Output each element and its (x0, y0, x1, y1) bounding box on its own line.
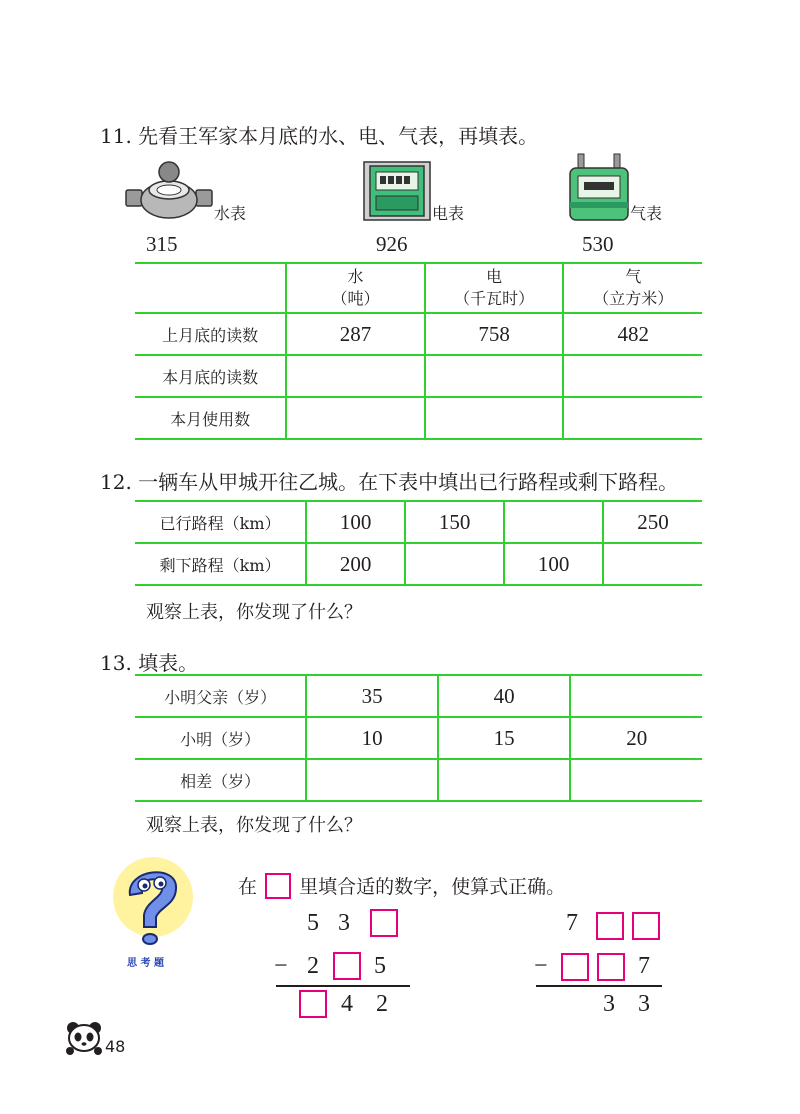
p2-minus-sign: − (534, 953, 548, 979)
table-cell (135, 263, 286, 313)
row-label: 已行路程（km） (135, 501, 306, 543)
answer-cell[interactable] (306, 759, 438, 801)
electric-meter-label: 电表 (432, 204, 465, 223)
row-label: 本月底的读数 (135, 355, 286, 397)
table-cell: 35 (306, 675, 438, 717)
think-instruction (238, 872, 565, 899)
table-header (286, 263, 425, 313)
table-cell: 482 (563, 313, 702, 355)
water-meter-icon (124, 160, 214, 228)
answer-cell[interactable] (603, 543, 702, 585)
water-meter-label: 水表 (214, 204, 247, 223)
p1-top-digit: 3 (338, 910, 350, 936)
table-cell: 40 (438, 675, 571, 717)
gas-meter-icon (566, 152, 632, 224)
question-mark-mascot-icon (108, 855, 198, 953)
page-number: 48 (105, 1037, 126, 1056)
water-meter-reading: 315 (146, 232, 178, 256)
table-cell: 15 (438, 717, 571, 759)
q12-title: 12. 一辆车从甲城开往乙城。在下表中填出已行路程或剩下路程。 (100, 470, 679, 494)
header-name: 电 (486, 267, 503, 286)
answer-box[interactable] (596, 912, 624, 940)
answer-box[interactable] (333, 952, 361, 980)
p1-result-digit: 2 (376, 991, 388, 1017)
q13-observe-prompt: 观察上表，你发现了什么？ (146, 815, 362, 836)
table-row (135, 501, 702, 543)
answer-cell[interactable] (286, 355, 425, 397)
answer-cell[interactable] (425, 355, 564, 397)
instruction-prefix: 在 (238, 876, 258, 898)
answer-box[interactable] (632, 912, 660, 940)
table-row (135, 313, 702, 355)
answer-cell[interactable] (570, 759, 702, 801)
table-row (135, 397, 702, 439)
answer-box[interactable] (299, 990, 327, 1018)
table-cell: 10 (306, 717, 438, 759)
answer-box[interactable] (370, 909, 398, 937)
answer-box[interactable] (561, 953, 589, 981)
panda-icon (64, 1020, 104, 1056)
answer-cell[interactable] (438, 759, 571, 801)
p2-top-digit: 7 (566, 910, 578, 936)
p1-mid-digit: 5 (374, 953, 386, 979)
think-badge-label: 思 考 题 (127, 958, 164, 969)
p1-top-digit: 5 (307, 910, 319, 936)
header-unit: （立方米） (593, 289, 674, 308)
row-label: 本月使用数 (135, 397, 286, 439)
sample-answer-box (265, 873, 291, 899)
p2-mid-digit: 7 (638, 953, 650, 979)
p2-result-line (536, 985, 662, 987)
answer-cell[interactable] (405, 543, 504, 585)
table-cell: 287 (286, 313, 425, 355)
table-row (135, 355, 702, 397)
row-label: 相差（岁） (135, 759, 306, 801)
row-label: 上月底的读数 (135, 313, 286, 355)
p1-minus-sign: − (274, 953, 288, 979)
table-row (135, 675, 702, 717)
p1-result-digit: 4 (341, 991, 353, 1017)
header-name: 水 (347, 267, 364, 286)
header-name: 气 (625, 267, 642, 286)
q11-table (135, 262, 702, 440)
p2-result-digit: 3 (603, 991, 615, 1017)
q11-title: 11. 先看王军家本月底的水、电、气表，再填表。 (100, 124, 539, 148)
answer-cell[interactable] (286, 397, 425, 439)
table-header (425, 263, 564, 313)
electric-meter-reading: 926 (376, 232, 408, 256)
electric-meter-icon (362, 160, 432, 224)
table-cell: 758 (425, 313, 564, 355)
gas-meter-label: 气表 (630, 204, 663, 223)
answer-cell[interactable] (570, 675, 702, 717)
header-unit: （千瓦时） (454, 289, 535, 308)
table-cell: 200 (306, 543, 405, 585)
instruction-suffix: 里填合适的数字，使算式正确。 (299, 876, 566, 898)
answer-cell[interactable] (504, 501, 603, 543)
table-cell: 150 (405, 501, 504, 543)
table-row (135, 759, 702, 801)
header-unit: （吨） (331, 289, 380, 308)
table-cell: 100 (504, 543, 603, 585)
q11-table-header-row (135, 263, 702, 313)
table-header (563, 263, 702, 313)
row-label: 小明父亲（岁） (135, 675, 306, 717)
answer-cell[interactable] (563, 355, 702, 397)
table-cell: 250 (603, 501, 702, 543)
table-row (135, 543, 702, 585)
table-cell: 100 (306, 501, 405, 543)
p2-result-digit: 3 (638, 991, 650, 1017)
answer-box[interactable] (597, 953, 625, 981)
answer-cell[interactable] (425, 397, 564, 439)
q12-table (135, 500, 702, 586)
q12-observe-prompt: 观察上表，你发现了什么？ (146, 602, 362, 623)
p1-result-line (276, 985, 410, 987)
table-cell: 20 (570, 717, 702, 759)
p1-mid-digit: 2 (307, 953, 319, 979)
answer-cell[interactable] (563, 397, 702, 439)
q13-table (135, 674, 702, 802)
table-row (135, 717, 702, 759)
q13-title: 13. 填表。 (100, 651, 199, 675)
row-label: 剩下路程（km） (135, 543, 306, 585)
row-label: 小明（岁） (135, 717, 306, 759)
gas-meter-reading: 530 (582, 232, 614, 256)
